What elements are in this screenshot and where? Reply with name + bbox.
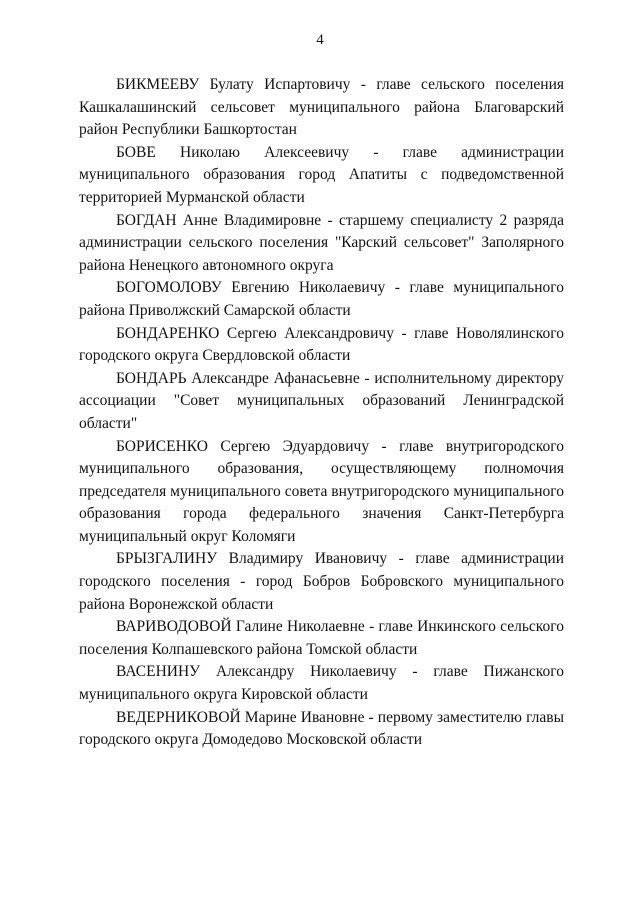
list-item-bogdan: БОГДАН Анне Владимировне - старшему специалисту 2 разряда администрации сельского поселения "Карский сельсовет" Заполярного района Ненецкого автономного округа bbox=[79, 211, 564, 274]
list-item-vedernikova: ВЕДЕРНИКОВОЙ Марине Ивановне - первому заместителю главы городского округа Домодедово Московской области bbox=[79, 708, 564, 749]
list-item-bondarenko: БОНДАРЕНКО Сергею Александровичу - главе Новолялинского городского округа Свердловской области bbox=[79, 324, 564, 365]
list-item-borisenko: БОРИСЕНКО Сергею Эдуардовичу - главе внутригородского муниципального образования, осуществляющему полномочия председателя муниципального совета внутригородского муниципального образования города федерального значения Санкт-Петербурга муниципальный округ Коломяги bbox=[79, 437, 564, 545]
list-item-varivodova: ВАРИВОДОВОЙ Галине Николаевне - главе Инкинского сельского поселения Колпашевского района Томской области bbox=[79, 618, 564, 658]
award-list bbox=[79, 74, 564, 752]
list-item-vasenin: ВАСЕНИНУ Александру Николаевичу - главе Пижанского муниципального округа Кировской области bbox=[79, 663, 564, 704]
list-item-bove: БОВЕ Николаю Алексеевичу - главе администрации муниципального образования город Апатиты с подведомственной территорией Мурманской области bbox=[79, 143, 564, 206]
list-item-bryzgalin: БРЫЗГАЛИНУ Владимиру Ивановичу - главе администрации городского поселения - город Бобров Бобровского муниципального района Воронежской области bbox=[79, 550, 564, 613]
list-item-bogomolov: БОГОМОЛОВУ Евгению Николаевичу - главе муниципального района Приволжский Самарской области bbox=[79, 279, 564, 319]
page-number: 4 bbox=[316, 32, 324, 48]
list-item-bikmeev: БИКМЕЕВУ Булату Испартовичу - главе сельского поселения Кашкалашинский сельсовет муниципального района Благоварский район Республики Башкортостан bbox=[79, 76, 564, 139]
list-item-bondar: БОНДАРЬ Александре Афанасьевне - исполнительному директору ассоциации "Совет муниципальных образований Ленинградской области" bbox=[79, 369, 564, 432]
